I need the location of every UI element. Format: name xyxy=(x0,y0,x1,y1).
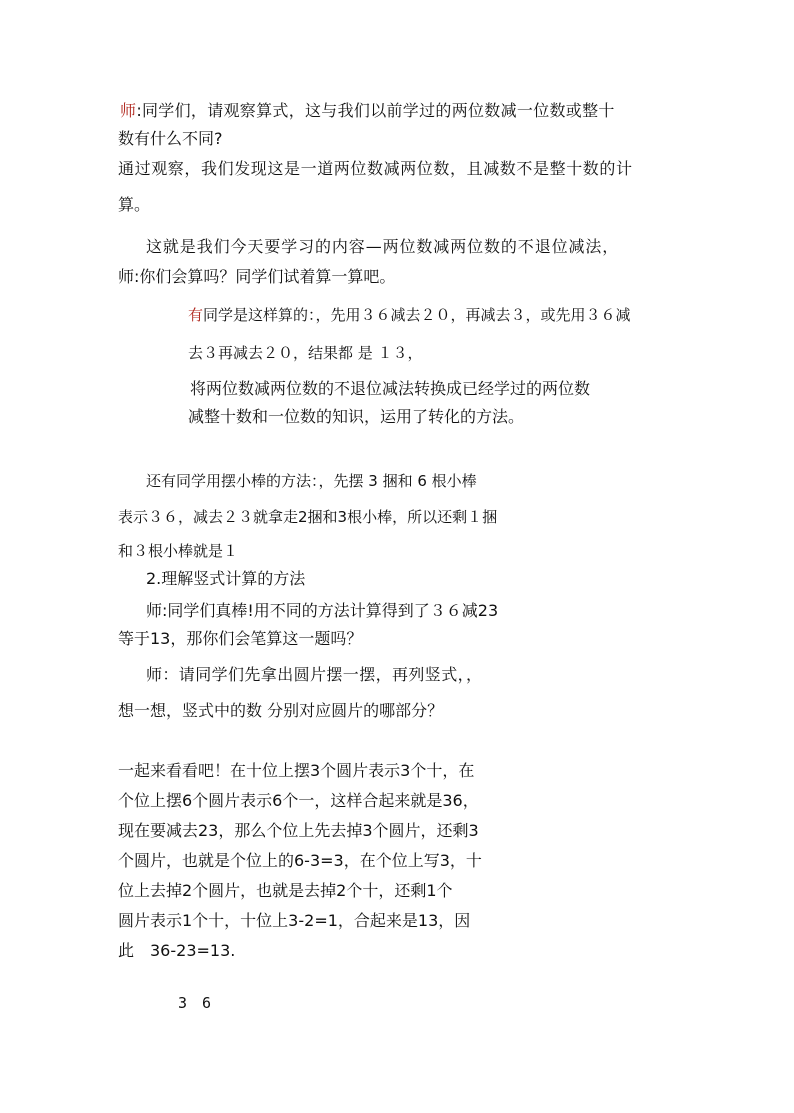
paragraph-1-line-2: 数有什么不同? xyxy=(118,129,223,148)
paragraph-6-line-1: 师:同学们真棒!用不同的方法计算得到了３６减23 xyxy=(146,601,499,620)
paragraph-2-line-2: 算。 xyxy=(118,195,151,214)
paragraph-8-line-7: 此 36-23=13. xyxy=(118,941,236,960)
paragraph-3-line-1: 这就是我们今天要学习的内容—两位数减两位数的不退位减法， xyxy=(146,237,620,256)
paragraph-2-line-1: 通过观察，我们发现这是一道两位数减两位数，且减数不是整十数的计 xyxy=(118,159,633,178)
paragraph-8-line-1: 一起来看看吧！在十位上摆3个圆片表示3个十，在 xyxy=(118,761,475,780)
paragraph-4-line-1-text: 同学是这样算的：，先用３６减去２０，再减去３，或先用３６减 xyxy=(203,306,631,324)
paragraph-8-line-6: 圆片表示1个十，十位上3-2=1，合起来是13，因 xyxy=(118,911,471,930)
paragraph-4-line-2: 去３再减去２０，结果都 是 １３， xyxy=(188,344,423,362)
paragraph-1-line-1 xyxy=(120,100,615,122)
paragraph-1-line-1-text: :同学们，请观察算式，这与我们以前学过的两位数减一位数或整十 xyxy=(136,101,615,120)
paragraph-4-line-4: 减整十数和一位数的知识，运用了转化的方法。 xyxy=(188,407,525,426)
paragraph-8-line-4: 个圆片，也就是个位上的6-3=3，在个位上写3，十 xyxy=(118,851,482,870)
paragraph-7-line-2: 想一想，竖式中的数 分别对应圆片的哪部分？ xyxy=(118,701,444,720)
paragraph-8-line-2: 个位上摆6个圆片表示6个一，这样合起来就是36， xyxy=(118,791,479,810)
paragraph-4-line-1 xyxy=(188,304,631,326)
section-heading: 2.理解竖式计算的方法 xyxy=(146,569,306,588)
paragraph-5-line-3: 和３根小棒就是１ xyxy=(118,542,239,560)
paragraph-8-line-5: 位上去掉2个圆片，也就是去掉2个十，还剩1个 xyxy=(118,881,453,900)
paragraph-4-line-3: 将两位数减两位数的不退位减法转换成已经学过的两位数 xyxy=(190,379,591,398)
paragraph-3-line-2: 师:你们会算吗？同学们试着算一算吧。 xyxy=(118,267,396,286)
paragraph-8-line-3: 现在要减去23，那么个位上先去掉3个圆片，还剩3 xyxy=(118,821,479,840)
paragraph-4-first-char: 有 xyxy=(188,306,204,324)
paragraph-7-line-1: 师：请同学们先拿出圆片摆一摆，再列竖式，， xyxy=(146,665,483,684)
paragraph-6-line-2: 等于13，那你们会笔算这一题吗？ xyxy=(118,629,363,648)
speaker-label: 师 xyxy=(120,101,137,120)
paragraph-5-line-1: 还有同学用摆小棒的方法：，先摆 3 捆和 6 根小棒 xyxy=(146,472,477,490)
vertical-calc-top-number: 3 6 xyxy=(178,994,212,1012)
paragraph-5-line-2: 表示３６，减去２３就拿走2捆和3根小棒，所以还剩１捆 xyxy=(118,508,498,526)
